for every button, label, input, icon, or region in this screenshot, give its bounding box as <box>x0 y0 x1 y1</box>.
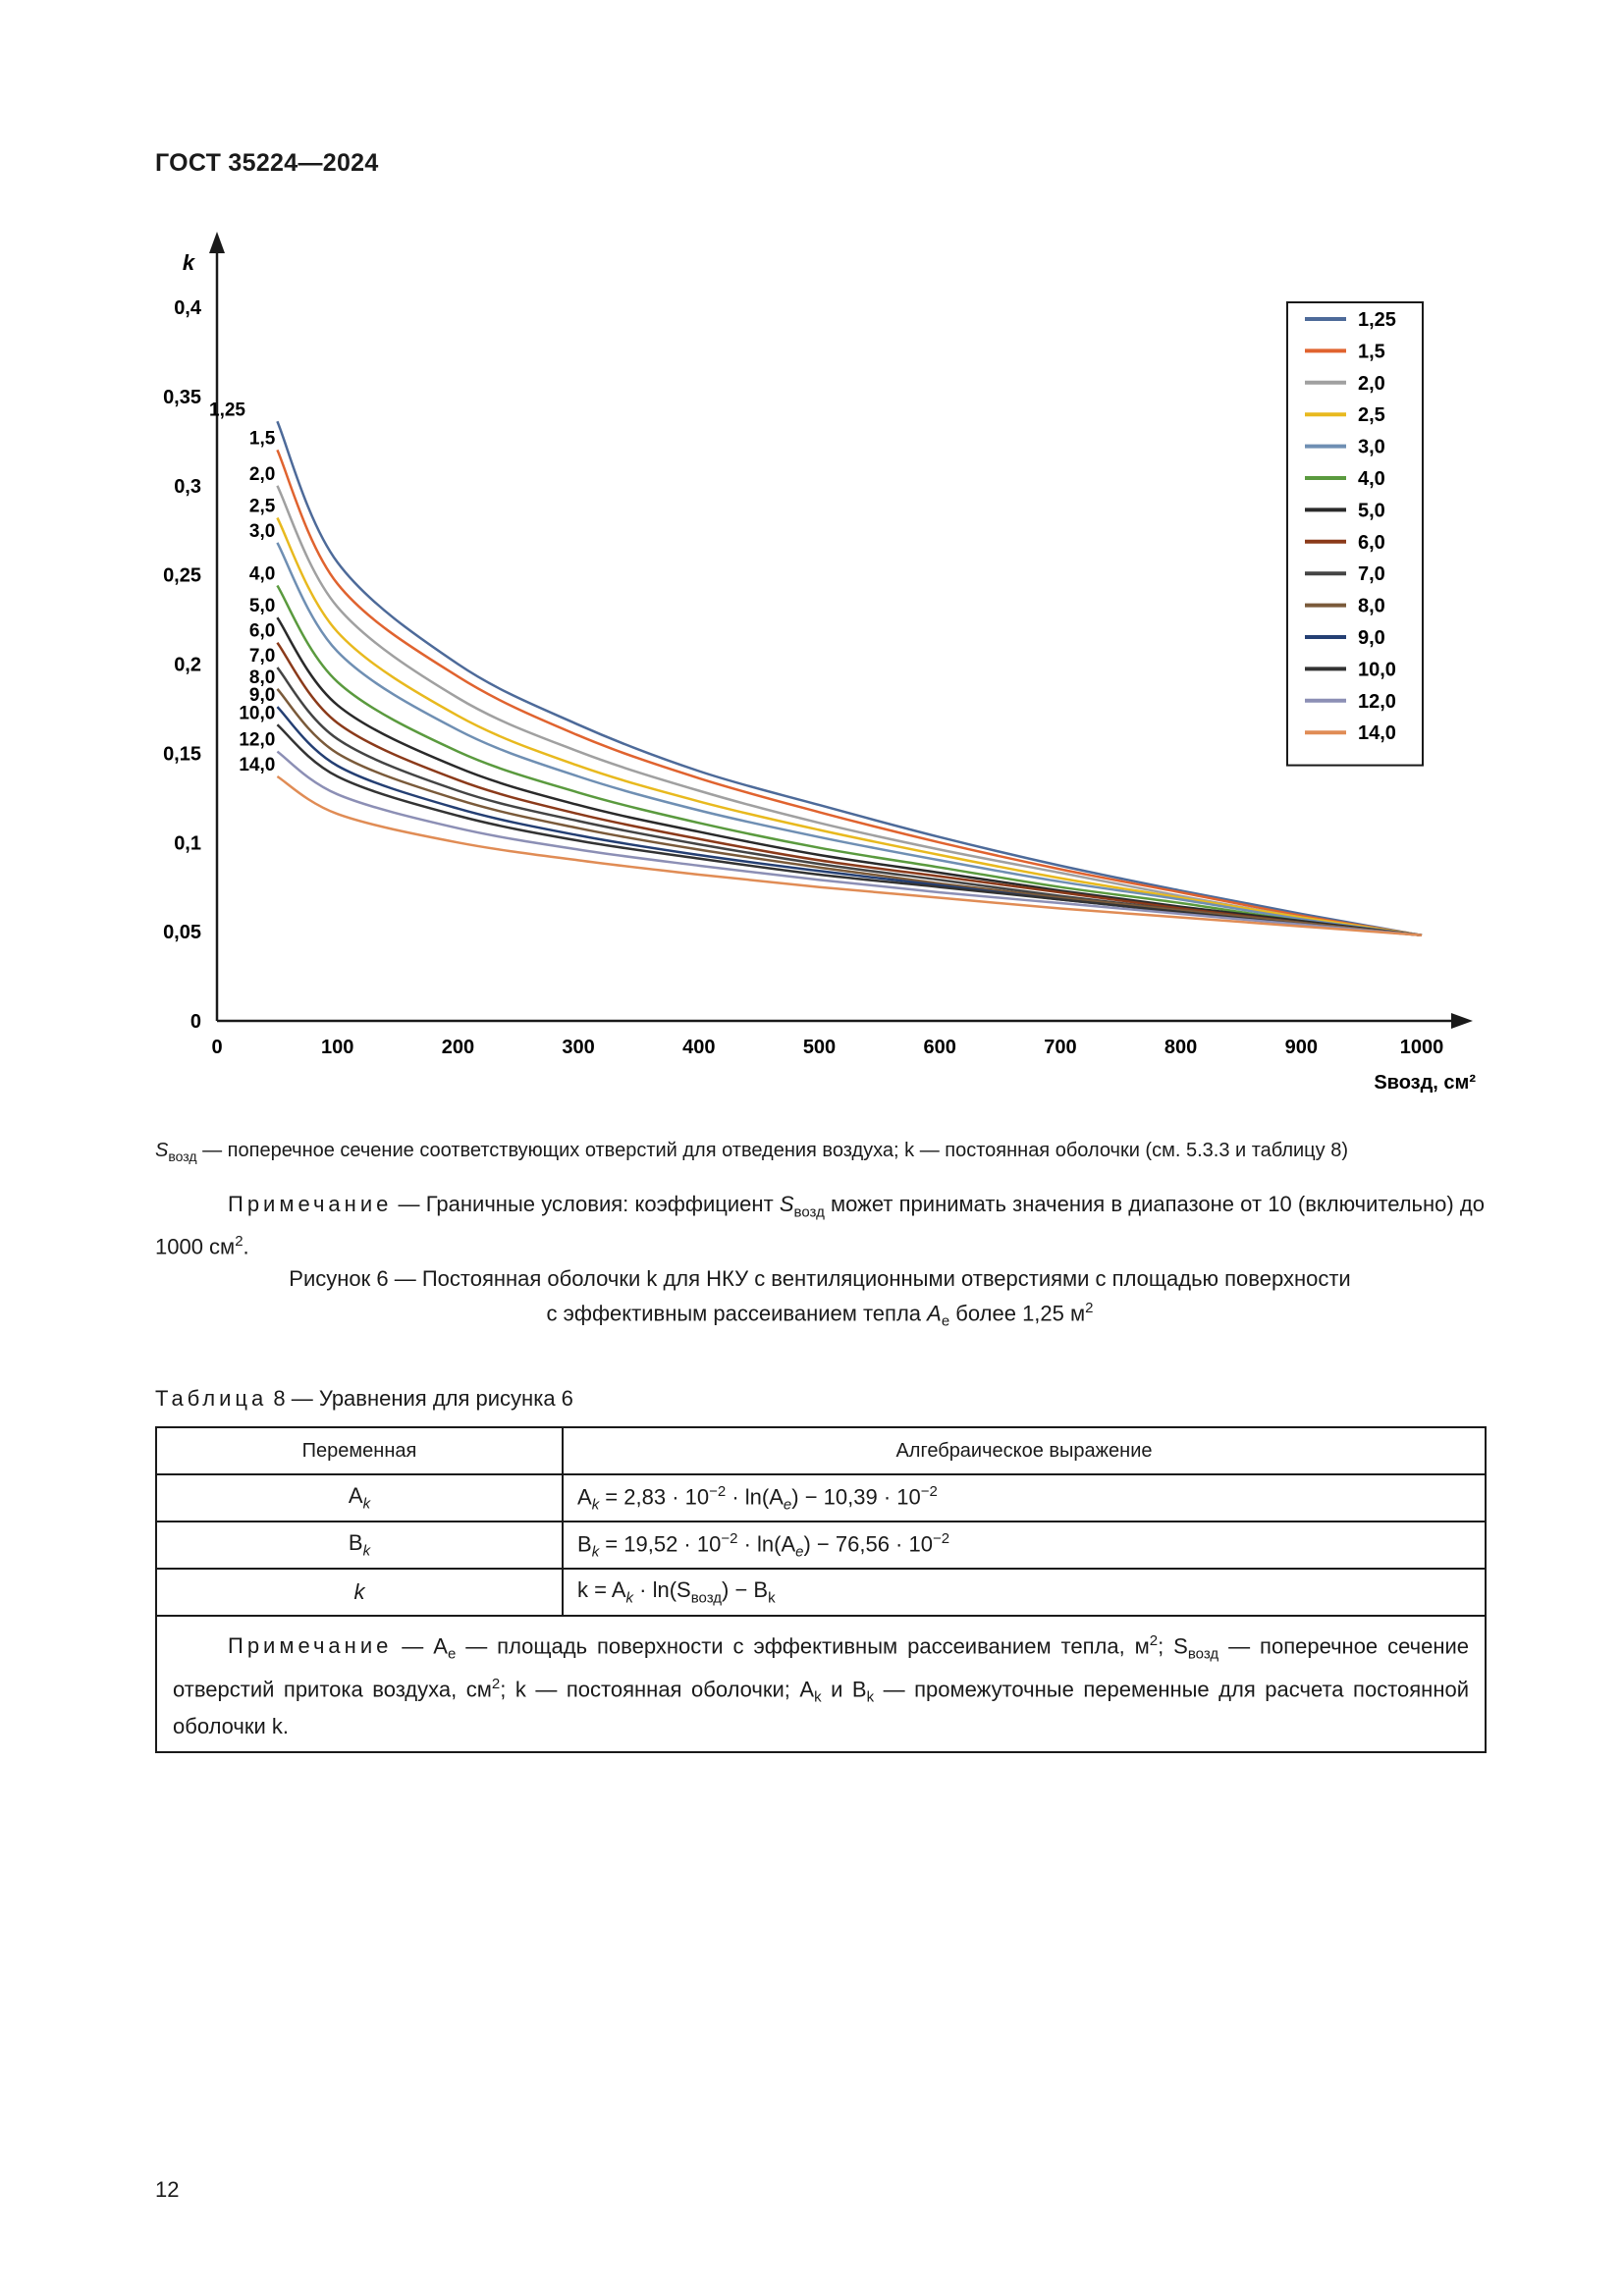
chart-curve-labels <box>209 400 276 775</box>
series-start-label: 2,0 <box>248 463 276 485</box>
page-number: 12 <box>155 2177 180 2202</box>
legend-entry: 6,0 <box>1358 531 1385 554</box>
x-tick-label: 900 <box>1284 1037 1318 1058</box>
x-tick-label: 0 <box>211 1037 223 1058</box>
y-tick-label: 0,1 <box>174 832 201 855</box>
series-start-label: 7,0 <box>248 646 276 667</box>
y-axis-label: k <box>182 250 195 275</box>
table-row <box>156 1522 1486 1569</box>
series-line <box>277 421 1422 935</box>
series-start-label: 10,0 <box>239 703 276 724</box>
chart-axes <box>183 232 1476 1094</box>
series-start-label: 3,0 <box>248 520 276 542</box>
y-tick-label: 0,05 <box>163 922 201 944</box>
y-tick-label: 0 <box>189 1011 201 1033</box>
table-title: Таблица 8 — Уравнения для рисунка 6 <box>155 1386 573 1411</box>
table-note-row <box>156 1616 1486 1752</box>
cell-expression: $B_k = 19,52 \cdot 10^{-2} \cdot \ln(A_e) - 76,56 \cdot 10^{-2}$ <box>563 1522 1486 1569</box>
series-start-label: 6,0 <box>248 620 276 642</box>
series-start-label: 12,0 <box>239 729 276 751</box>
x-tick-label: 1000 <box>1399 1037 1444 1058</box>
chart-legend <box>1287 302 1423 766</box>
series-start-label: 9,0 <box>248 685 276 707</box>
table-note: Примечание — $A_e$ — площадь поверхности с эффективным рассеиванием тепла, $м^2$; $S_{возд}$ — поперечное сечение отверстий притока воздуха, $см^2$; k — постоянная оболочки; $A_k$ и $B_k$ — промежуточные переменные для расчета постоянной оболочки k. <box>156 1616 1486 1752</box>
figure-caption: Рисунок 6 — Постоянная оболочки k для НКУ с вентиляционными отверстиями с площадью поверхности с эффективным рассеиванием тепла $A_e$ более 1,25 $м^2$ <box>289 1266 1351 1330</box>
series-start-label: 1,5 <box>248 428 276 450</box>
legend-entry: 1,25 <box>1358 309 1396 331</box>
cell-expression: $k = A_k \cdot \ln(S_{возд}) - B_k$ <box>563 1569 1486 1616</box>
legend-entry: 14,0 <box>1358 722 1396 745</box>
y-tick-label: 0,15 <box>163 743 201 766</box>
x-axis-arrow <box>1451 1013 1473 1029</box>
legend-entry: 9,0 <box>1358 627 1385 649</box>
table-header-row <box>156 1427 1486 1474</box>
y-tick-label: 0,25 <box>163 564 201 587</box>
header-expression: Алгебраическое выражение <box>563 1427 1486 1474</box>
legend-box <box>1287 302 1423 766</box>
y-tick-label: 0,2 <box>174 654 201 676</box>
series-start-label: 14,0 <box>239 755 276 776</box>
series-start-label: 5,0 <box>248 596 276 617</box>
series-line <box>277 667 1422 935</box>
chart-ticks <box>163 297 1443 1058</box>
x-axis-label: Sвозд, см² <box>1374 1072 1476 1094</box>
legend-entry: 2,5 <box>1358 404 1385 427</box>
cell-variable: $A_k$ <box>156 1474 563 1522</box>
legend-entry: 12,0 <box>1358 690 1396 713</box>
legend-entry: 8,0 <box>1358 595 1385 617</box>
figure-note: Примечание — Граничные условия: коэффициент $S_{возд}$ может принимать значения в диапазоне от 10 (включительно) до 1000 $см^2$. <box>155 1192 1485 1259</box>
x-tick-label: 100 <box>321 1037 354 1058</box>
y-tick-label: 0,4 <box>174 297 201 319</box>
cell-variable: k <box>156 1569 563 1616</box>
series-line <box>277 643 1422 935</box>
x-tick-label: 600 <box>923 1037 956 1058</box>
figure-legend-caption: $S_{возд}$ — поперечное сечение соответствующих отверстий для отведения воздуха; k — постоянная оболочки (см. 5.3.3 и таблицу 8) <box>155 1140 1348 1164</box>
series-start-label: 1,25 <box>209 400 245 421</box>
legend-entry: 10,0 <box>1358 659 1396 681</box>
equations-table <box>155 1426 1487 1753</box>
legend-entry: 7,0 <box>1358 563 1385 586</box>
series-start-label: 8,0 <box>248 667 276 688</box>
x-tick-label: 400 <box>682 1037 716 1058</box>
k-curves-chart <box>0 0 1624 1119</box>
x-tick-label: 800 <box>1164 1037 1198 1058</box>
series-line <box>277 543 1422 935</box>
y-tick-label: 0,35 <box>163 386 201 408</box>
series-start-label: 2,5 <box>248 496 276 517</box>
header-variable: Переменная <box>156 1427 563 1474</box>
legend-entry: 1,5 <box>1358 341 1385 363</box>
document-header: ГОСТ 35224—2024 <box>155 149 379 177</box>
legend-entry: 4,0 <box>1358 468 1385 490</box>
legend-entry: 2,0 <box>1358 372 1385 395</box>
y-axis-arrow <box>209 232 225 253</box>
table-row <box>156 1474 1486 1522</box>
x-tick-label: 500 <box>802 1037 837 1058</box>
x-tick-label: 200 <box>441 1037 475 1058</box>
cell-expression: $A_k = 2,83 \cdot 10^{-2} \cdot \ln(A_e) - 10,39 \cdot 10^{-2}$ <box>563 1474 1486 1522</box>
table-row <box>156 1569 1486 1616</box>
legend-entry: 3,0 <box>1358 436 1385 458</box>
x-tick-label: 700 <box>1044 1037 1077 1058</box>
x-tick-label: 300 <box>562 1037 595 1058</box>
y-tick-label: 0,3 <box>174 475 201 498</box>
series-start-label: 4,0 <box>248 563 276 585</box>
chart-curves <box>277 421 1422 935</box>
legend-entry: 5,0 <box>1358 500 1385 522</box>
cell-variable: $B_k$ <box>156 1522 563 1569</box>
